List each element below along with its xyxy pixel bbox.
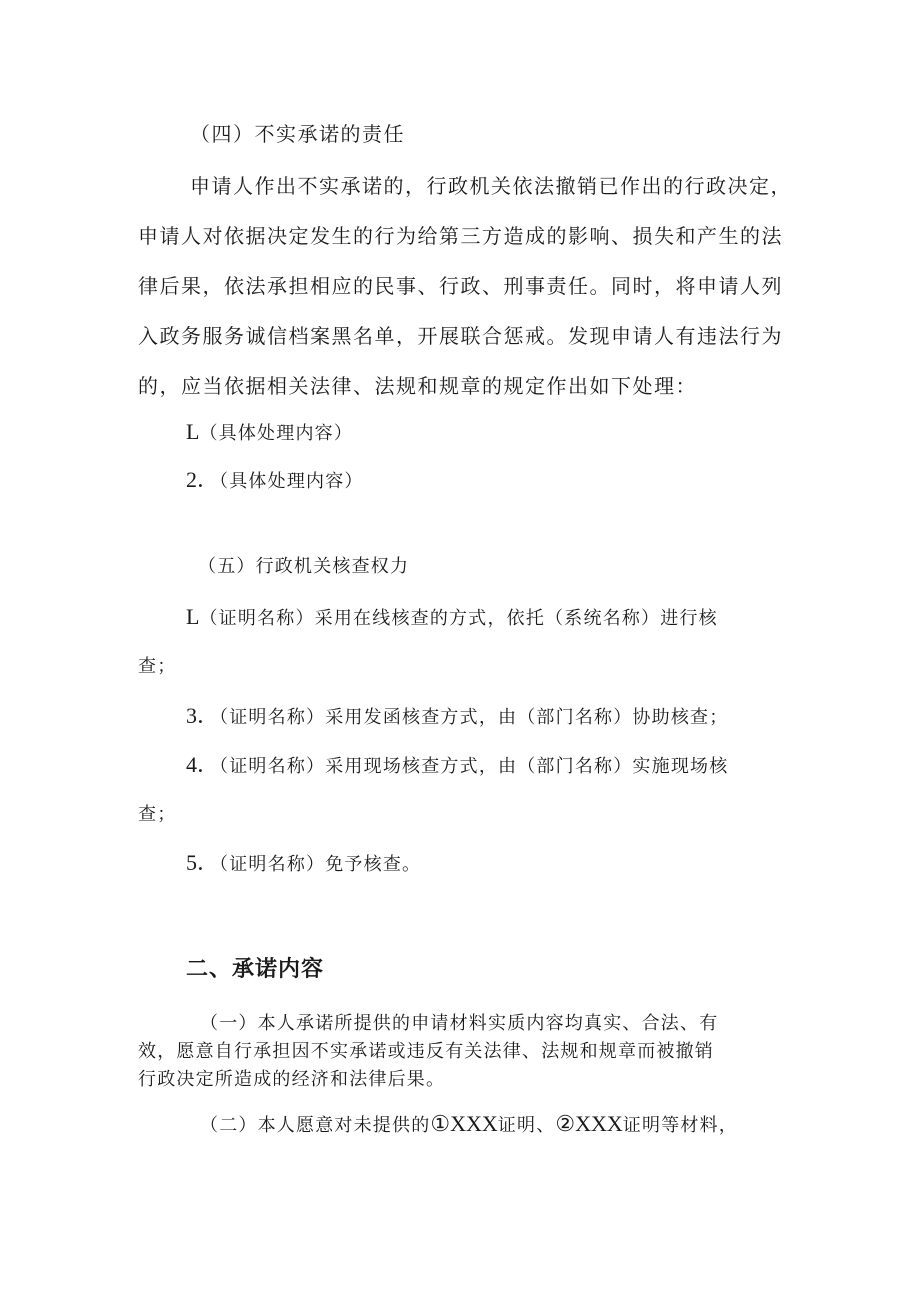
- item-number: 3．: [186, 703, 220, 728]
- section-5-item-4-line-2: 查；: [138, 804, 177, 825]
- section-4-item-2: [186, 466, 364, 496]
- item-text: （证明名称）采用在线核查的方式，依托（系统名称）进行核: [199, 608, 718, 629]
- section-4-item-1: [186, 418, 353, 448]
- para-text: 证明、: [497, 1115, 556, 1136]
- item-text: （证明名称）采用发函核查方式，由（部门名称）协助核查；: [219, 707, 729, 728]
- item-text: （证明名称）免予核查。: [219, 854, 422, 875]
- part-2-heading: 二、承诺内容: [186, 957, 325, 982]
- section-5-item-3: [186, 702, 728, 732]
- section-5-title: （五）行政机关核查权力: [198, 556, 410, 577]
- item-text: （具体处理内容）: [219, 471, 364, 492]
- item-text: （证明名称）采用现场核查方式，由（部门名称）实施现场核: [219, 756, 729, 777]
- section-4-para-line-4: 入政务服务诚信档案黑名单，开展联合惩戒。发现申请人有违法行为: [138, 324, 783, 348]
- material-2: ②XXX: [555, 1111, 623, 1136]
- para-text: （二）本人愿意对未提供的: [200, 1115, 431, 1136]
- material-1: ①XXX: [430, 1111, 498, 1136]
- section-5-item-1-line-2: 查；: [138, 656, 177, 677]
- part-2-para-1-line-2: 效，愿意自行承担因不实承诺或违反有关法律、法规和规章而被撤销: [138, 1041, 714, 1062]
- section-5-item-5: [186, 849, 421, 879]
- section-4-para-line-3: 律后果，依法承担相应的民事、行政、刑事责任。同时，将申请人列: [138, 274, 783, 298]
- item-number: L: [186, 604, 200, 629]
- item-text: （具体处理内容）: [199, 423, 354, 444]
- part-2-para-1-line-3: 行政决定所造成的经济和法律后果。: [138, 1069, 446, 1090]
- part-2-para-1-line-1: （一）本人承诺所提供的申请材料实质内容均真实、合法、有: [200, 1013, 719, 1034]
- item-number: 5．: [186, 850, 220, 875]
- part-2-para-2-line-1: [200, 1110, 738, 1140]
- section-5-item-4-line-1: [186, 751, 728, 781]
- section-4-para-line-5: 的，应当依据相关法律、法规和规章的规定作出如下处理：: [138, 374, 697, 398]
- item-number: 4．: [186, 752, 220, 777]
- para-text: 证明等材料，: [622, 1115, 738, 1136]
- item-number: L: [186, 419, 200, 444]
- item-number: 2．: [186, 467, 220, 492]
- section-4-para-line-1: 申请人作出不实承诺的，行政机关依法撤销已作出的行政决定，: [190, 174, 792, 198]
- section-4-para-line-2: 申请人对依据决定发生的行为给第三方造成的影响、损失和产生的法: [138, 224, 783, 248]
- section-4-title: （四）不实承诺的责任: [190, 122, 405, 146]
- section-5-item-1-line-1: [186, 603, 718, 633]
